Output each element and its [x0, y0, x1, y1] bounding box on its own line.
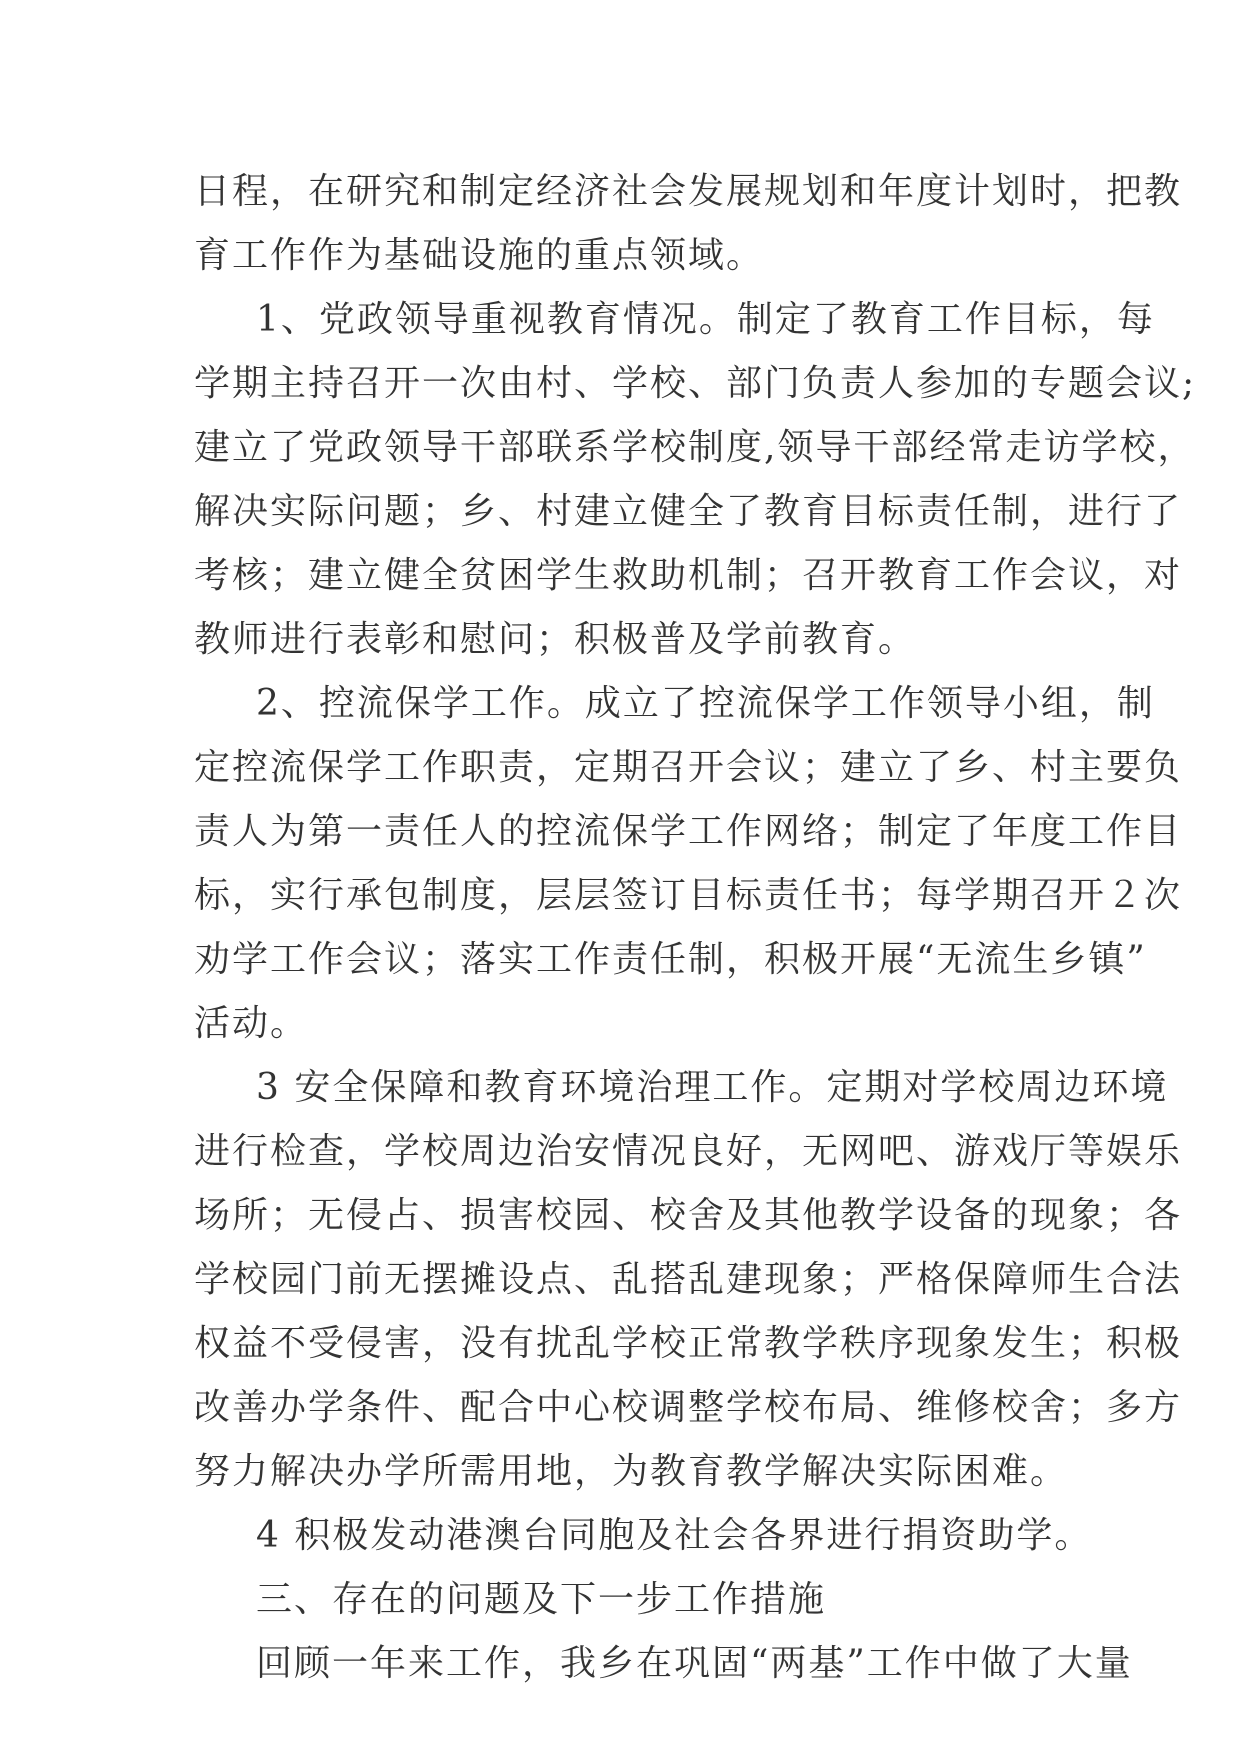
text-line: 回顾一年来工作，我乡在巩固“两基”工作中做了大量: [256, 1643, 1133, 1684]
text-line: 育工作作为基础设施的重点领域。: [194, 235, 765, 276]
text-line: 活动。: [194, 1003, 309, 1044]
text-line: 1、党政领导重视教育情况。制定了教育工作目标，每: [256, 299, 1155, 340]
document-body: [194, 160, 1197, 1696]
text-line: 责人为第一责任人的控流保学工作网络；制定了年度工作目: [194, 811, 1183, 852]
text-line: 进行检查，学校周边治安情况良好，无网吧、游戏厅等娱乐: [194, 1131, 1183, 1172]
text-line: 建立了党政领导干部联系学校制度,领导干部经常走访学校，: [194, 427, 1196, 468]
text-line: 权益不受侵害，没有扰乱学校正常教学秩序现象发生；积极: [194, 1323, 1183, 1364]
text-line: 学校园门前无摆摊设点、乱搭乱建现象；严格保障师生合法: [194, 1259, 1183, 1300]
text-line: 考核；建立健全贫困学生救助机制；召开教育工作会议，对: [194, 555, 1183, 596]
section-heading: 三、存在的问题及下一步工作措施: [256, 1579, 827, 1620]
text-line: 改善办学条件、配合中心校调整学校布局、维修校舍；多方: [194, 1387, 1183, 1428]
text-line: 标，实行承包制度，层层签订目标责任书；每学期召开２次: [194, 875, 1183, 916]
text-line: 解决实际问题；乡、村建立健全了教育目标责任制，进行了: [194, 491, 1183, 532]
text-line: 教师进行表彰和慰问；积极普及学前教育。: [194, 619, 917, 660]
text-line: 努力解决办学所需用地，为教育教学解决实际困难。: [194, 1451, 1069, 1492]
text-line: 2、控流保学工作。成立了控流保学工作领导小组，制: [256, 683, 1155, 724]
text-line: 4 积极发动港澳台同胞及社会各界进行捐资助学。: [256, 1515, 1093, 1556]
text-line: 劝学工作会议；落实工作责任制，积极开展“无流生乡镇”: [194, 939, 1147, 980]
text-line: 场所；无侵占、损害校园、校舍及其他教学设备的现象；各: [194, 1195, 1183, 1236]
text-line: 定控流保学工作职责，定期召开会议；建立了乡、村主要负: [194, 747, 1183, 788]
text-line: 3 安全保障和教育环境治理工作。定期对学校周边环境: [256, 1067, 1169, 1108]
text-line: 日程，在研究和制定经济社会发展规划和年度计划时，把教: [194, 171, 1183, 212]
text-line: 学期主持召开一次由村、学校、部门负责人参加的专题会议;: [194, 363, 1197, 404]
